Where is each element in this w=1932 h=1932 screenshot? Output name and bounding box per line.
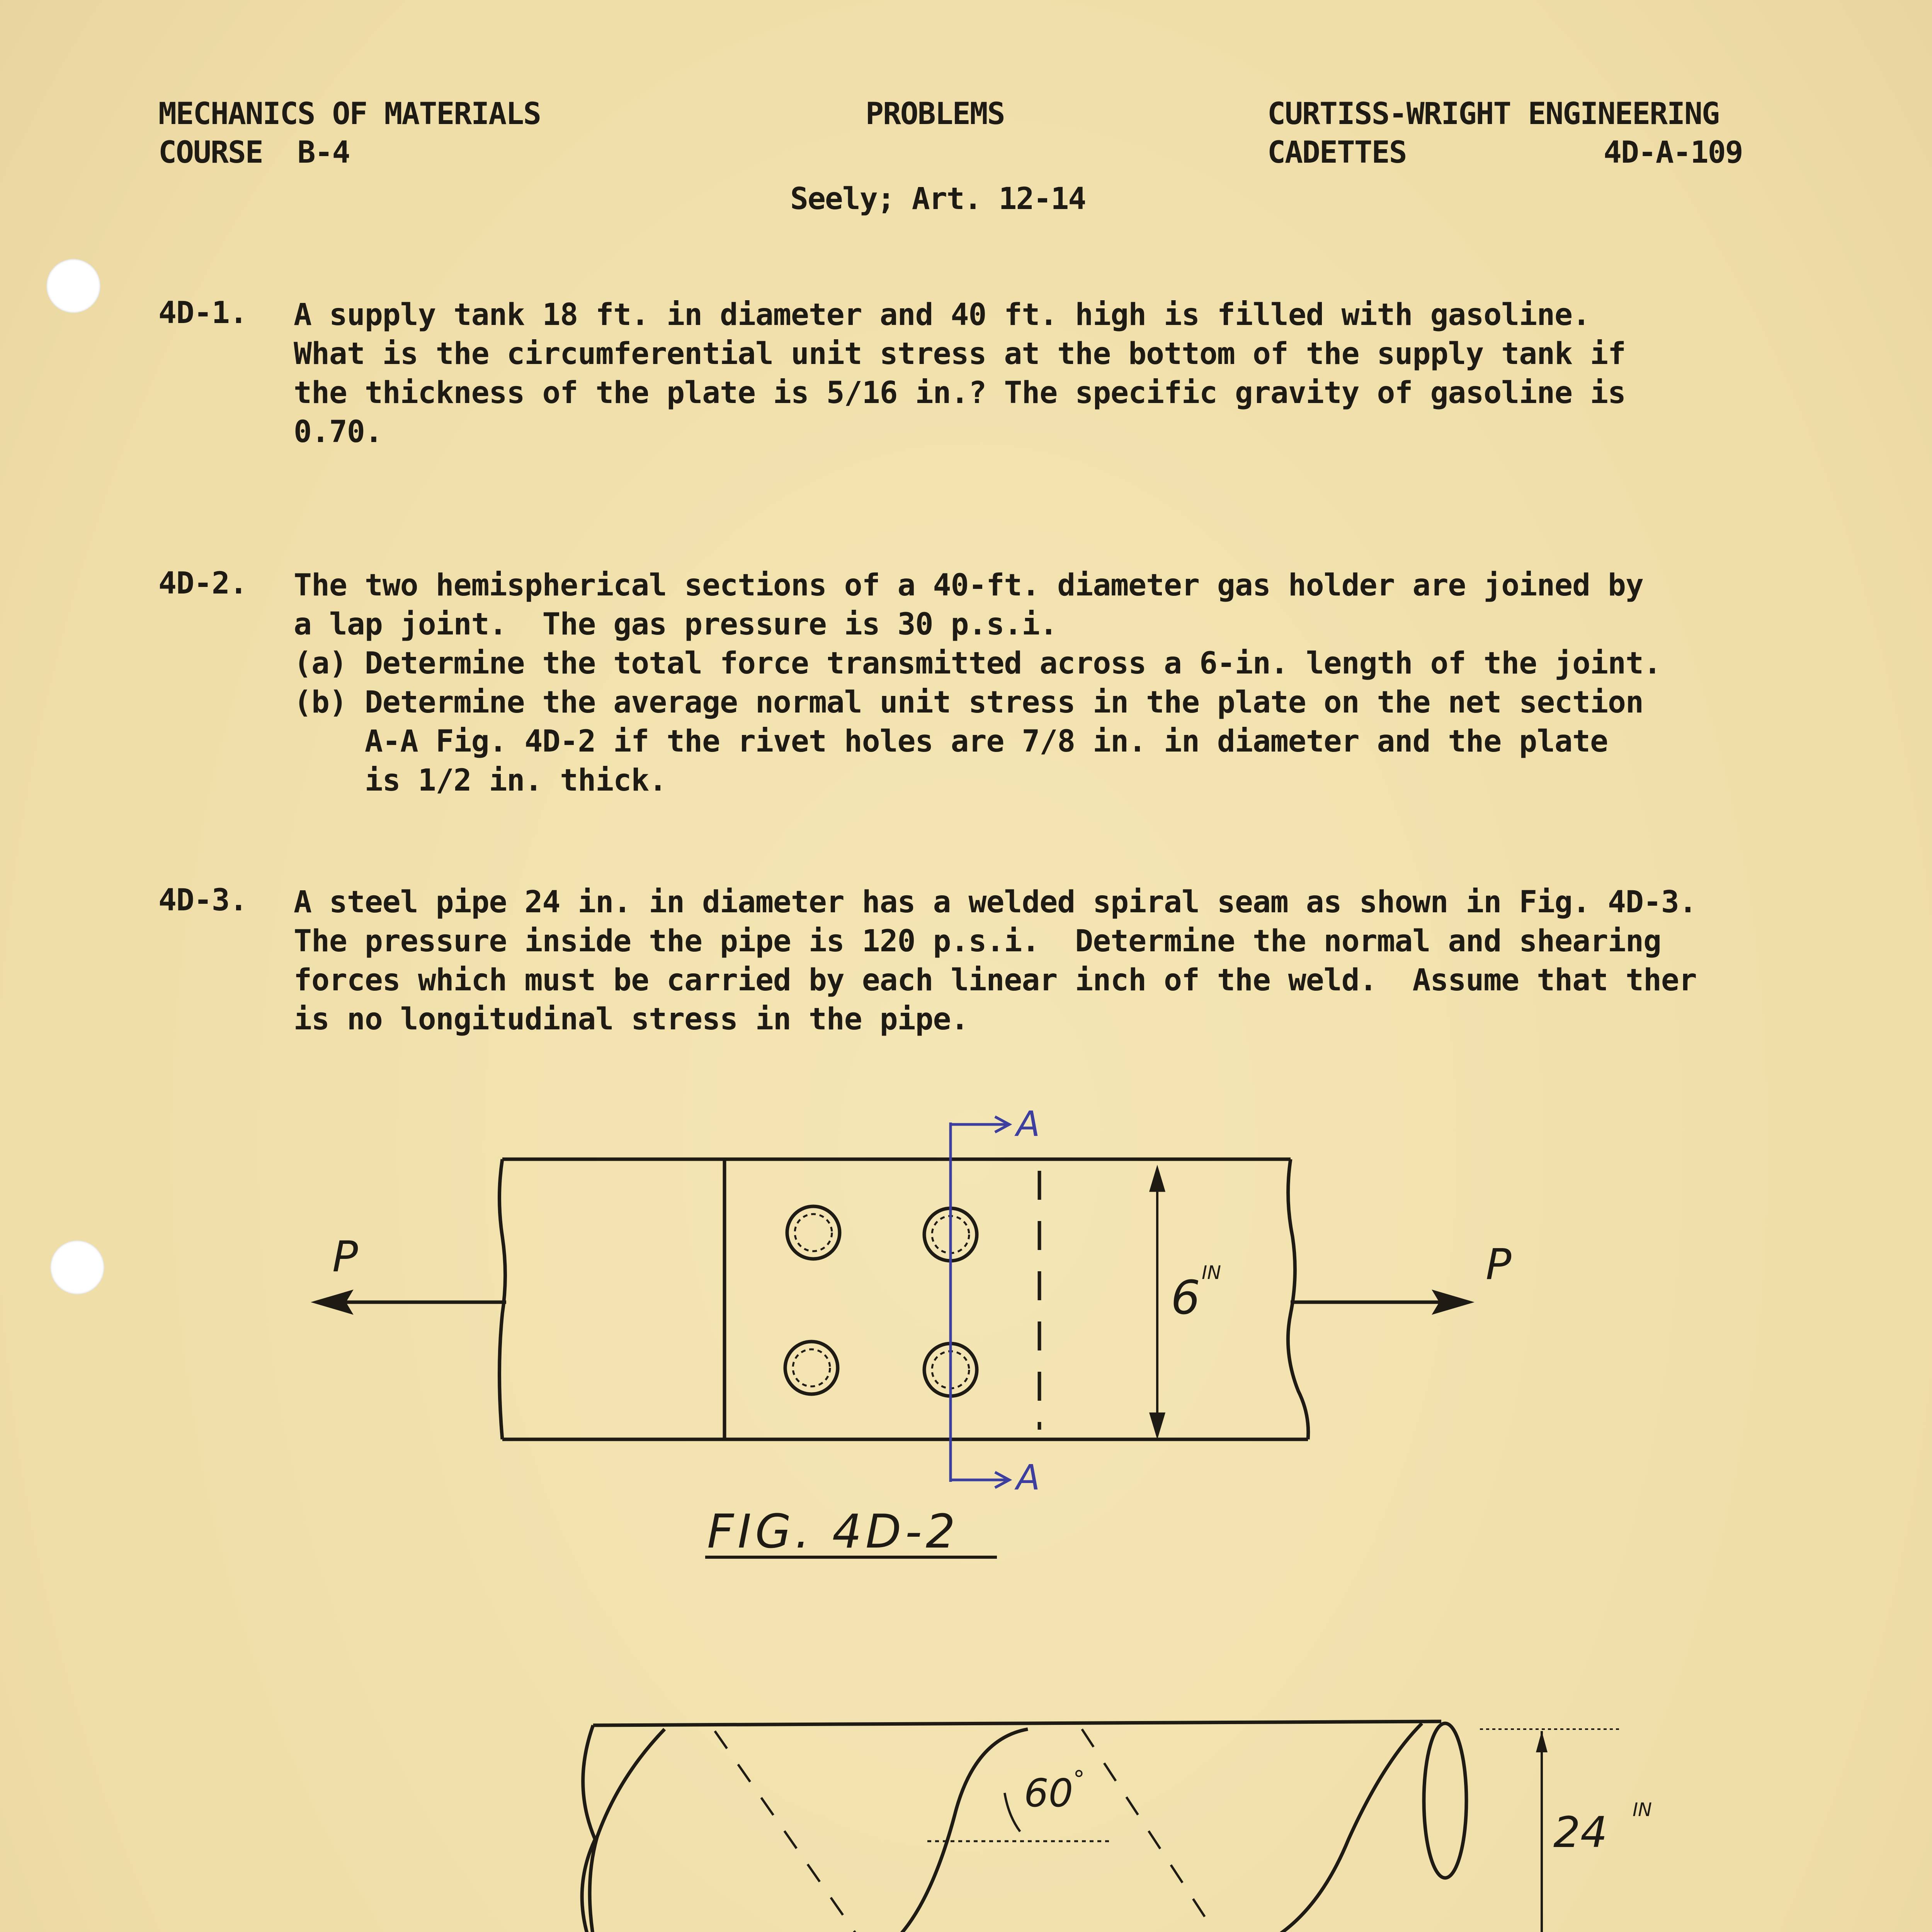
pipe-top-edge (593, 1721, 1441, 1725)
dimension-unit-in: IN (1633, 1799, 1652, 1821)
problem-number: 4D-3. (158, 883, 247, 918)
problem-line: The two hemispherical sections of a 40-ft. diameter gas holder are joined by (294, 568, 1643, 603)
angle-degree-mark: ° (1073, 1766, 1085, 1793)
spiral-seam (885, 1729, 1028, 1932)
problem-line: a lap joint. The gas pressure is 30 p.s.i. (294, 607, 1058, 642)
problem-line: is 1/2 in. thick. (294, 763, 667, 798)
problem-number: 4D-2. (158, 566, 247, 601)
section-label-top: A (1016, 1104, 1040, 1145)
problem-line: A supply tank 18 ft. in diameter and 40 ft. high is filled with gasoline. (294, 298, 1590, 332)
problem-line: A steel pipe 24 in. in diameter has a welded spiral seam as shown in Fig. 4D-3. (294, 885, 1697, 920)
rivet-hole (795, 1214, 832, 1251)
problem-line: 0.70. (294, 415, 383, 449)
dimension-arrow-bottom (1151, 1414, 1163, 1434)
header-problems: PROBLEMS (866, 97, 1005, 131)
section-arrow-bottom (951, 1472, 1009, 1488)
header-reference: Seely; Art. 12-14 (790, 182, 1086, 216)
section-label-bottom: A (1016, 1458, 1040, 1498)
angle-arc (1005, 1793, 1020, 1832)
rivet-hole (793, 1349, 830, 1386)
header-course-title: MECHANICS OF MATERIALS (158, 97, 541, 131)
problem-line: is no longitudinal stress in the pipe. (294, 1002, 969, 1037)
problem-line: the thickness of the plate is 5/16 in.? The specific gravity of gasoline is (294, 376, 1626, 410)
header-organization: CURTISS-WRIGHT ENGINEERING (1267, 97, 1719, 131)
figure-spiral-pipe (582, 1721, 1619, 1932)
header-cadettes: CADETTES (1267, 135, 1406, 170)
dimension-arrow-top (1536, 1731, 1548, 1752)
dimension-label-24: 24 (1553, 1808, 1607, 1857)
force-arrow-left-head (317, 1293, 350, 1312)
problem-line: A-A Fig. 4D-2 if the rivet holes are 7/8 in. in diameter and the plate (294, 724, 1608, 759)
header-course-code: COURSE B-4 (158, 135, 350, 170)
angle-label (1024, 1766, 1085, 1816)
problem-line: What is the circumferential unit stress at the bottom of the supply tank if (294, 337, 1626, 371)
dimension-arrow-top (1151, 1171, 1163, 1190)
dimension-unit-in: IN (1202, 1262, 1221, 1284)
angle-value: 60 (1024, 1770, 1073, 1816)
right-plate-outline (724, 1159, 1308, 1439)
spiral-seam (1252, 1723, 1422, 1932)
section-arrow-top (951, 1117, 1009, 1132)
problem-line: (b) Determine the average normal unit stress in the plate on the net section (294, 685, 1643, 720)
pipe-right-end (1424, 1723, 1466, 1878)
force-label-left: P (332, 1232, 358, 1281)
left-plate-outline (500, 1159, 725, 1439)
problem-line: The pressure inside the pipe is 120 p.s.i. Determine the normal and shearing (294, 924, 1661, 959)
dimension-label-6: 6 (1171, 1271, 1201, 1325)
force-arrow-right-head (1435, 1293, 1468, 1312)
header-doc-number: 4D-A-109 (1604, 135, 1743, 170)
problem-line: (a) Determine the total force transmitted across a 6-in. length of the joint. (294, 646, 1661, 681)
hidden-spiral-seam (1082, 1729, 1225, 1932)
problem-number: 4D-1. (158, 296, 247, 330)
rivet-holes (785, 1206, 977, 1396)
figure-caption: FIG. 4D-2 (707, 1505, 959, 1559)
hidden-spiral-seam (715, 1731, 866, 1932)
spiral-seam (590, 1729, 665, 1932)
force-label-right: P (1486, 1240, 1512, 1289)
problem-line: forces which must be carried by each linear inch of the weld. Assume that ther (294, 963, 1697, 998)
